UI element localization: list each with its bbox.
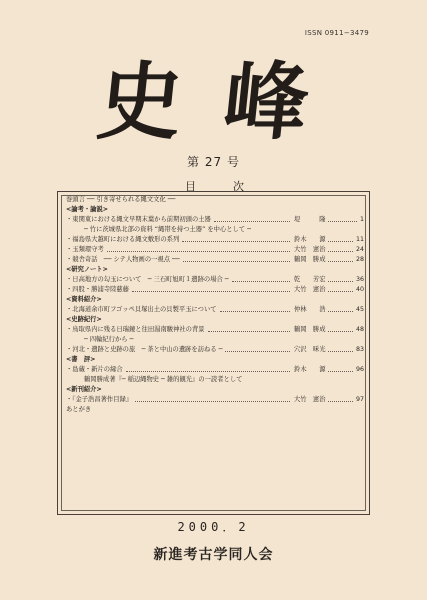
toc-title: ・競舎奇話 ── シテ人物画の一視点 ── <box>66 256 180 263</box>
toc-page-number: 83 <box>355 346 364 353</box>
toc-title: <論考・論説> <box>66 206 109 213</box>
toc-page-number: 96 <box>355 366 364 373</box>
toc-author: 堤 隆 <box>294 216 326 223</box>
issn-number: ISSN 0911−3479 <box>304 29 369 37</box>
toc-title: ・日高地方の勾玉について ─ 三石町旭町１遺跡の場合 ─ <box>66 276 229 283</box>
toc-leader-dots <box>328 371 353 372</box>
toc-author: 大竹 憲治 <box>294 396 326 403</box>
toc-author: 仲林 浩 <box>294 306 326 313</box>
toc-entry <box>66 305 366 315</box>
toc-title: 鶴岡勝成著『─ 稲辺縄物史 ─ 雑的観光』の一読者として <box>84 376 243 383</box>
toc-author: 穴沢 咊光 <box>294 346 326 353</box>
toc-leader-dots <box>214 221 290 222</box>
toc-title: ・東関東における縄文早期末葉から前期初頭の土器 <box>66 216 211 223</box>
toc-page-number: 97 <box>355 396 364 403</box>
publication-date: 2000．2 <box>177 520 250 534</box>
toc-leader-dots <box>132 291 290 292</box>
toc-subtitle <box>66 225 366 235</box>
toc-author: 鈴木 源 <box>294 366 326 373</box>
toc-section-heading <box>66 295 366 305</box>
toc-title: ・玉類環守考 <box>66 246 104 253</box>
toc-page-number: 11 <box>355 236 364 243</box>
toc-leader-dots <box>328 281 353 282</box>
toc-leader-dots <box>182 241 290 242</box>
toc-title: ・河北・遺跡と史跡の旅 ─ 茶と中山の遺跡を訪ねる ─ <box>66 346 223 353</box>
toc-section-heading <box>66 205 366 215</box>
toc-title: <史跡紀行> <box>66 316 102 323</box>
toc-leader-dots <box>225 351 290 352</box>
issue-number: 第 27 号 <box>187 155 240 169</box>
toc-leader-dots <box>107 251 290 252</box>
toc-page-number: 48 <box>355 326 364 333</box>
toc-plain-item <box>66 405 366 415</box>
toc-page-number: 24 <box>355 246 364 253</box>
toc-leader-dots <box>183 261 290 262</box>
toc-title: ・島蔵・新片の縁合 <box>66 366 123 373</box>
toc-leader-dots <box>126 371 290 372</box>
toc-plain-item <box>66 195 366 205</box>
toc-leader-dots <box>328 311 353 312</box>
toc-title: <資料紹介> <box>66 296 102 303</box>
toc-leader-dots <box>328 251 353 252</box>
toc-title: 巻頭言 ── 引き寄せられる縄文文化 ── <box>66 196 176 203</box>
toc-author: 大竹 憲治 <box>294 246 326 253</box>
toc-entry <box>66 215 366 225</box>
toc-title: ・福島県大越町における縄文敷形の系列 <box>66 236 180 243</box>
toc-entry <box>66 235 366 245</box>
toc-entry <box>66 275 366 285</box>
toc-heading-char-1: 目 <box>185 180 196 193</box>
title-char-1: 史 <box>92 52 188 151</box>
toc-leader-dots <box>208 331 290 332</box>
toc-heading-char-2: 次 <box>233 180 244 193</box>
toc-author: 鈴木 源 <box>294 236 326 243</box>
toc-title: ・北海道余市町フゴッペ貝塚出土の貝製平玉について <box>66 306 217 313</box>
toc-leader-dots <box>135 401 290 402</box>
toc-leader-dots <box>220 311 290 312</box>
toc-entry <box>66 255 366 265</box>
toc-leader-dots <box>328 351 353 352</box>
toc-leader-dots <box>328 291 353 292</box>
publisher-name: 新進考古学同人会 <box>153 547 274 563</box>
toc-leader-dots <box>328 241 353 242</box>
toc-section-heading <box>66 315 366 325</box>
toc-title: ─ 竹に茨城県北部の資料 “縄帯を持つ土器” を中心として ─ <box>84 226 251 233</box>
toc-title: ・『金子浩昌著作目録』 <box>66 396 133 403</box>
toc-entry <box>66 285 366 295</box>
toc-title: あとがき <box>66 406 92 413</box>
toc-section-heading <box>66 355 366 365</box>
toc-author: 鶴岡 勝成 <box>294 326 326 333</box>
toc-leader-dots <box>328 221 357 222</box>
toc-title: <新刊紹介> <box>66 386 102 393</box>
toc-page-number: 28 <box>355 256 364 263</box>
toc-section-heading <box>66 385 366 395</box>
toc-entry <box>66 325 366 335</box>
toc-leader-dots <box>232 281 290 282</box>
table-of-contents <box>66 195 366 415</box>
toc-page-number: 36 <box>355 276 364 283</box>
toc-author: 鶴岡 勝成 <box>294 256 326 263</box>
toc-title: ・四股・勝浦寺陸慈藤 <box>66 286 129 293</box>
toc-page-number: 45 <box>355 306 364 313</box>
toc-page-number: 1 <box>359 216 364 223</box>
toc-author: 乾 芳宏 <box>294 276 326 283</box>
toc-title: ─ 四輪紀行から ─ <box>84 336 134 343</box>
toc-title: <書 評> <box>66 356 96 363</box>
toc-entry <box>66 345 366 355</box>
toc-subtitle <box>66 335 366 345</box>
toc-section-heading <box>66 265 366 275</box>
toc-title: <研究ノート> <box>66 266 108 273</box>
toc-title: ・鳥取県内に残る日瑞鏡と往田湯南駿神社の背景 <box>66 326 205 333</box>
toc-leader-dots <box>328 401 353 402</box>
toc-leader-dots <box>328 261 353 262</box>
toc-entry <box>66 395 366 405</box>
toc-subtitle <box>66 375 366 385</box>
toc-leader-dots <box>328 331 353 332</box>
toc-author: 大竹 憲治 <box>294 286 326 293</box>
title-char-2: 峰 <box>218 52 314 151</box>
toc-page-number: 40 <box>355 286 364 293</box>
toc-entry <box>66 365 366 375</box>
toc-entry <box>66 245 366 255</box>
